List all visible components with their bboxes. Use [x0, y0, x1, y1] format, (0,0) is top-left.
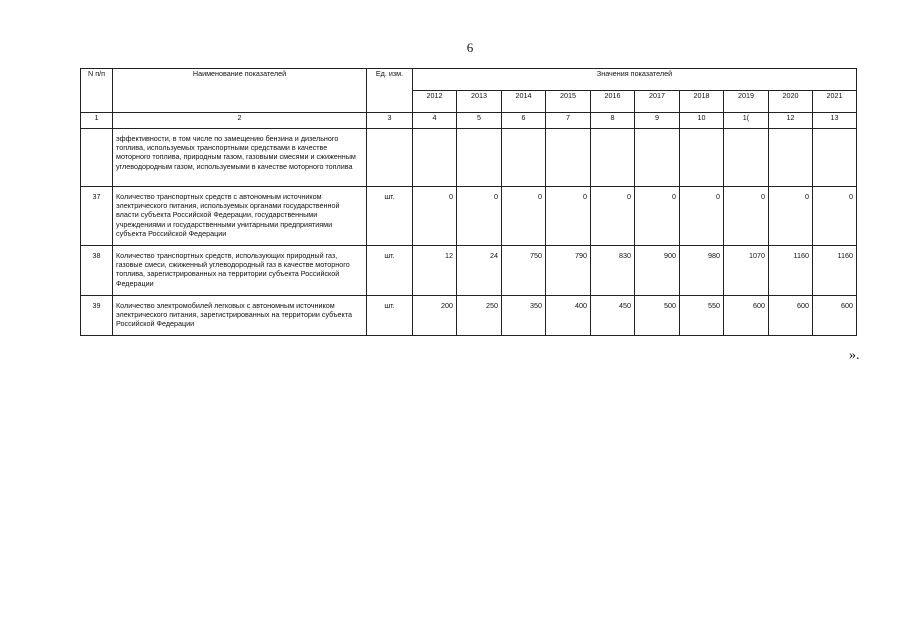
value-cell: 12 — [413, 246, 457, 296]
row-name: Количество электромобилей легковых с автономным источником электрического питания, зарегистрированных на территории субъекта Российской Федерации — [113, 296, 367, 336]
value-cell: 1070 — [724, 246, 769, 296]
row-number: 37 — [81, 187, 113, 246]
column-number: 7 — [546, 113, 591, 129]
value-cell: 0 — [502, 187, 546, 246]
column-number: 3 — [367, 113, 413, 129]
year-cell: 2016 — [591, 91, 635, 113]
table-row — [81, 129, 857, 187]
value-cell: 550 — [680, 296, 724, 336]
row-number: 38 — [81, 246, 113, 296]
year-cell: 2019 — [724, 91, 769, 113]
row-unit: шт. — [367, 187, 413, 246]
value-cell: 0 — [813, 187, 857, 246]
value-cell: 0 — [413, 187, 457, 246]
column-number: 2 — [113, 113, 367, 129]
value-cell: 830 — [591, 246, 635, 296]
row-name: эффективности, в том числе по замещению бензина и дизельного топлива, используемых транспортными средствами в качестве моторного топлива, природным газом, газовыми смесями и сжиженным углеводородным газом, используемыми в качестве моторного топлива — [113, 129, 367, 187]
value-cell: 600 — [724, 296, 769, 336]
value-cell: 0 — [457, 187, 502, 246]
table-row — [81, 296, 857, 336]
value-cell — [813, 129, 857, 187]
column-number: 8 — [591, 113, 635, 129]
value-cell: 0 — [724, 187, 769, 246]
value-cell: 200 — [413, 296, 457, 336]
row-unit: шт. — [367, 296, 413, 336]
row-unit: шт. — [367, 246, 413, 296]
value-cell — [413, 129, 457, 187]
header-num: N п/п — [81, 69, 113, 113]
row-unit — [367, 129, 413, 187]
column-number: 5 — [457, 113, 502, 129]
row-number: 39 — [81, 296, 113, 336]
year-cell: 2018 — [680, 91, 724, 113]
year-cell: 2020 — [769, 91, 813, 113]
value-cell: 0 — [591, 187, 635, 246]
value-cell — [635, 129, 680, 187]
column-number: 13 — [813, 113, 857, 129]
value-cell: 24 — [457, 246, 502, 296]
value-cell: 0 — [680, 187, 724, 246]
column-number: 9 — [635, 113, 680, 129]
value-cell — [769, 129, 813, 187]
value-cell — [502, 129, 546, 187]
value-cell: 900 — [635, 246, 680, 296]
value-cell — [457, 129, 502, 187]
value-cell: 0 — [769, 187, 813, 246]
table-row — [81, 246, 857, 296]
value-cell: 600 — [813, 296, 857, 336]
row-name: Количество транспортных средств, использующих природный газ, газовые смеси, сжиженный углеводородный газ в качестве моторного топлива, зарегистрированных на территории субъекта Российской Федерации — [113, 246, 367, 296]
value-cell: 400 — [546, 296, 591, 336]
header-values: Значения показателей — [413, 69, 857, 91]
value-cell: 790 — [546, 246, 591, 296]
indicators-table — [80, 68, 857, 336]
column-number: 6 — [502, 113, 546, 129]
year-cell: 2017 — [635, 91, 680, 113]
value-cell — [591, 129, 635, 187]
row-number — [81, 129, 113, 187]
header-unit: Ед. изм. — [367, 69, 413, 113]
page-number: 6 — [466, 40, 474, 55]
year-cell: 2015 — [546, 91, 591, 113]
column-number: 10 — [680, 113, 724, 129]
table-row — [81, 187, 857, 246]
value-cell: 600 — [769, 296, 813, 336]
value-cell: 500 — [635, 296, 680, 336]
closing-quote-mark: ». — [849, 348, 860, 363]
value-cell — [546, 129, 591, 187]
value-cell: 1160 — [769, 246, 813, 296]
value-cell: 250 — [457, 296, 502, 336]
column-number: 1 — [81, 113, 113, 129]
value-cell: 350 — [502, 296, 546, 336]
row-name: Количество транспортных средств с автономным источником электрического питания, используемых органами государственной власти субъекта Российской Федерации, государственными учреждениями и государственными унитарными предприятиями субъекта Российской Федерации — [113, 187, 367, 246]
value-cell: 1160 — [813, 246, 857, 296]
value-cell — [724, 129, 769, 187]
year-cell: 2013 — [457, 91, 502, 113]
value-cell: 450 — [591, 296, 635, 336]
header-name: Наименование показателей — [113, 69, 367, 113]
year-cell: 2012 — [413, 91, 457, 113]
value-cell: 0 — [546, 187, 591, 246]
column-number: 4 — [413, 113, 457, 129]
value-cell: 0 — [635, 187, 680, 246]
year-cell: 2021 — [813, 91, 857, 113]
year-cell: 2014 — [502, 91, 546, 113]
value-cell — [680, 129, 724, 187]
value-cell: 980 — [680, 246, 724, 296]
column-number: 1( — [724, 113, 769, 129]
column-number: 12 — [769, 113, 813, 129]
value-cell: 750 — [502, 246, 546, 296]
